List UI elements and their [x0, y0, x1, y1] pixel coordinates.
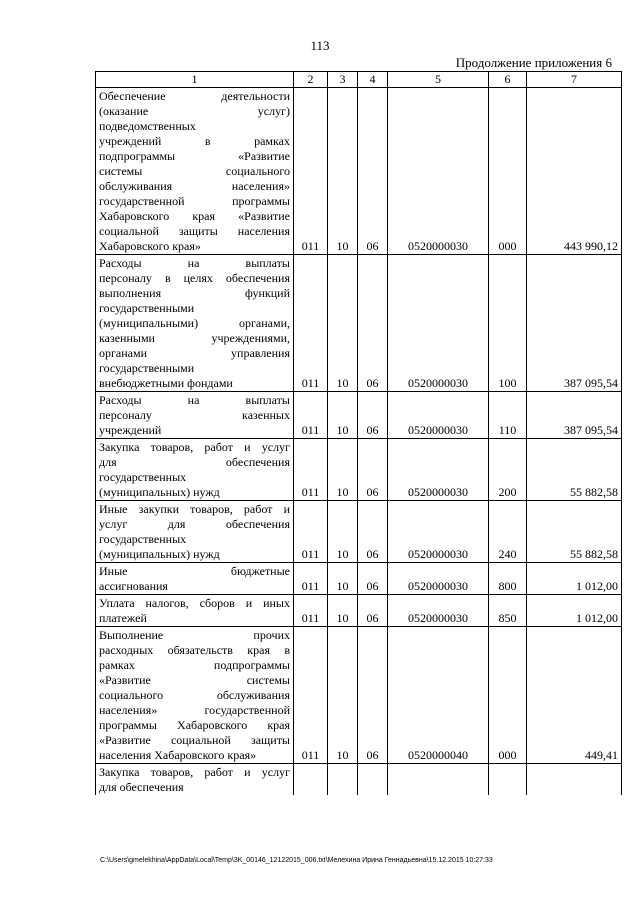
description-line: социального обслуживания	[99, 688, 290, 702]
description-line: расходных обязательств края в	[99, 643, 290, 657]
table-row	[96, 392, 622, 439]
table-row	[96, 627, 622, 764]
cell-c7: 55 882,58	[527, 501, 622, 563]
description-line: подпрограммы «Развитие	[99, 149, 290, 163]
cell-c6: 800	[489, 563, 527, 595]
description-line: внебюджетными фондами	[99, 376, 233, 390]
cell-c4: 06	[358, 255, 388, 392]
page-number: 113	[310, 38, 330, 53]
description-line: программы Хабаровского края	[99, 718, 290, 732]
row-description	[96, 392, 294, 439]
cell-c7: 443 990,12	[527, 88, 622, 255]
row-description	[96, 255, 294, 392]
cell-c4: 06	[358, 439, 388, 501]
description-line: (оказание услуг)	[99, 104, 290, 118]
cell-c2: 011	[294, 563, 328, 595]
row-description	[96, 88, 294, 255]
description-line: государственных	[99, 470, 187, 484]
description-line: Расходы на выплаты	[99, 393, 290, 407]
description-line: казенными учреждениями,	[99, 331, 290, 345]
cell-c7: 55 882,58	[527, 439, 622, 501]
description-line: Иные бюджетные	[99, 564, 290, 578]
cell-c6: 000	[489, 627, 527, 764]
description-line: Расходы на выплаты	[99, 256, 290, 270]
cell-c3: 10	[328, 255, 358, 392]
description-line: населения» государственной	[99, 703, 290, 717]
description-line: населения Хабаровского края»	[99, 748, 257, 762]
description-line: государственными	[99, 301, 195, 315]
cell-c4	[358, 764, 388, 796]
cell-c7: 387 095,54	[527, 255, 622, 392]
description-line: ассигнования	[99, 579, 168, 593]
cell-c2: 011	[294, 88, 328, 255]
cell-c2: 011	[294, 501, 328, 563]
cell-c3: 10	[328, 627, 358, 764]
cell-c3: 10	[328, 392, 358, 439]
table-row	[96, 764, 622, 796]
cell-c5: 0520000030	[388, 501, 489, 563]
column-header: 4	[358, 72, 388, 88]
description-line: государственными	[99, 361, 195, 375]
cell-c4: 06	[358, 563, 388, 595]
row-description	[96, 764, 294, 796]
column-header: 5	[388, 72, 489, 88]
description-line: (муниципальными) органами,	[99, 316, 290, 330]
description-line: государственных	[99, 532, 187, 546]
cell-c3: 10	[328, 88, 358, 255]
description-line: (муниципальных) нужд	[99, 547, 220, 561]
cell-c7: 1 012,00	[527, 595, 622, 627]
description-line: персоналу в целях обеспечения	[99, 271, 290, 285]
description-line: государственной программы	[99, 194, 290, 208]
description-line: рамках подпрограммы	[99, 658, 290, 672]
description-line: Хабаровского края»	[99, 239, 201, 253]
table-row	[96, 501, 622, 563]
table-row	[96, 563, 622, 595]
cell-c2: 011	[294, 627, 328, 764]
column-header: 3	[328, 72, 358, 88]
description-line: Закупка товаров, работ и услуг	[99, 440, 290, 454]
row-description	[96, 501, 294, 563]
cell-c6: 000	[489, 88, 527, 255]
cell-c5: 0520000030	[388, 88, 489, 255]
description-line: Закупка товаров, работ и услуг	[99, 765, 290, 779]
row-description	[96, 563, 294, 595]
description-line: обслуживания населения»	[99, 179, 290, 193]
cell-c5	[388, 764, 489, 796]
description-line: выполнения функций	[99, 286, 290, 300]
cell-c4: 06	[358, 627, 388, 764]
cell-c6: 110	[489, 392, 527, 439]
cell-c4: 06	[358, 88, 388, 255]
cell-c6: 200	[489, 439, 527, 501]
cell-c4: 06	[358, 501, 388, 563]
cell-c7	[527, 764, 622, 796]
cell-c3: 10	[328, 563, 358, 595]
table-row	[96, 88, 622, 255]
description-line: Обеспечение деятельности	[99, 89, 290, 103]
description-line: для обеспечения	[99, 780, 184, 794]
cell-c5: 0520000030	[388, 595, 489, 627]
description-line: услуг для обеспечения	[99, 517, 290, 531]
description-line: подведомственных	[99, 119, 196, 133]
cell-c4: 06	[358, 595, 388, 627]
cell-c3: 10	[328, 595, 358, 627]
table-row	[96, 595, 622, 627]
cell-c6	[489, 764, 527, 796]
description-line: «Развитие системы	[99, 673, 290, 687]
description-line: платежей	[99, 611, 147, 625]
column-header: 2	[294, 72, 328, 88]
cell-c5: 0520000030	[388, 255, 489, 392]
cell-c2: 011	[294, 392, 328, 439]
cell-c7: 449,41	[527, 627, 622, 764]
cell-c5: 0520000030	[388, 563, 489, 595]
cell-c3: 10	[328, 439, 358, 501]
description-line: учреждений в рамках	[99, 134, 290, 148]
row-description	[96, 627, 294, 764]
table-row	[96, 255, 622, 392]
budget-table	[95, 71, 622, 795]
column-header: 7	[527, 72, 622, 88]
cell-c3: 10	[328, 501, 358, 563]
continuation-label: Продолжение приложения 6	[455, 55, 612, 70]
description-line: учреждений	[99, 423, 162, 437]
row-description	[96, 595, 294, 627]
cell-c7: 387 095,54	[527, 392, 622, 439]
description-line: Выполнение прочих	[99, 628, 290, 642]
description-line: «Развитие социальной защиты	[99, 733, 290, 747]
description-line: для обеспечения	[99, 455, 290, 469]
description-line: социальной защиты населения	[99, 224, 290, 238]
table-row	[96, 439, 622, 501]
description-line: Хабаровского края «Развитие	[99, 209, 290, 223]
cell-c5: 0520000030	[388, 439, 489, 501]
cell-c4: 06	[358, 392, 388, 439]
cell-c5: 0520000030	[388, 392, 489, 439]
cell-c6: 850	[489, 595, 527, 627]
description-line: системы социального	[99, 164, 290, 178]
cell-c6: 240	[489, 501, 527, 563]
row-description	[96, 439, 294, 501]
cell-c3	[328, 764, 358, 796]
file-path-footer: C:\Users\gmelekhina\AppData\Local\Temp\3K_00146_12122015_006.txt\Мелехина Ирина Геннадьевна\15.12.2015 10:27:33	[100, 857, 493, 864]
description-line: (муниципальных) нужд	[99, 485, 220, 499]
description-line: Уплата налогов, сборов и иных	[99, 596, 290, 610]
cell-c6: 100	[489, 255, 527, 392]
cell-c2: 011	[294, 439, 328, 501]
description-line: Иные закупки товаров, работ и	[99, 502, 290, 516]
cell-c2	[294, 764, 328, 796]
header-row	[96, 72, 622, 88]
cell-c7: 1 012,00	[527, 563, 622, 595]
description-line: персоналу казенных	[99, 408, 290, 422]
cell-c2: 011	[294, 255, 328, 392]
cell-c5: 0520000040	[388, 627, 489, 764]
column-header: 1	[96, 72, 294, 88]
description-line: органами управления	[99, 346, 290, 360]
column-header: 6	[489, 72, 527, 88]
cell-c2: 011	[294, 595, 328, 627]
